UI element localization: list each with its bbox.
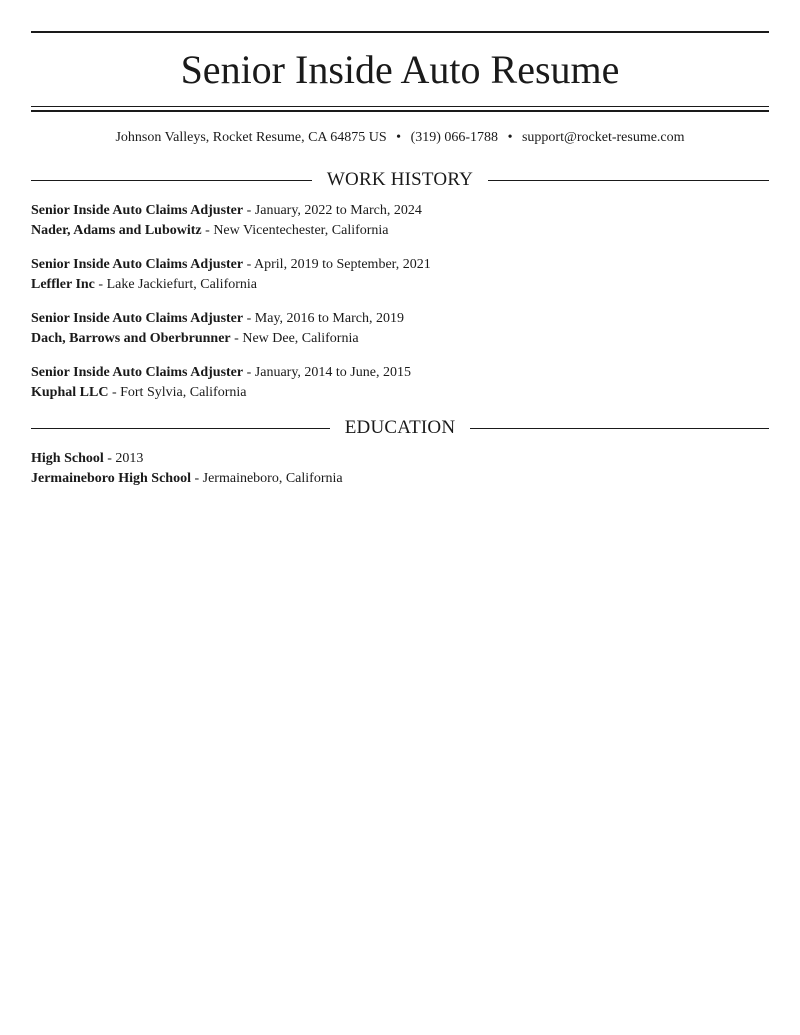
work-entry-company-line bbox=[31, 329, 769, 349]
work-entry-company-line bbox=[31, 221, 769, 241]
dash: - bbox=[234, 331, 239, 346]
contact-line bbox=[31, 129, 769, 147]
work-entry bbox=[31, 309, 769, 349]
heading-rule-left bbox=[31, 428, 330, 429]
resume-page bbox=[31, 0, 769, 489]
work-entry-company-line bbox=[31, 275, 769, 295]
work-company: Nader, Adams and Lubowitz bbox=[31, 223, 202, 238]
dash: - bbox=[246, 257, 252, 272]
work-entry-title-line bbox=[31, 255, 769, 275]
work-entry-title-line bbox=[31, 363, 769, 383]
work-history-heading bbox=[31, 169, 769, 191]
education-degree: High School bbox=[31, 451, 104, 466]
dash: - bbox=[246, 311, 252, 326]
dash: - bbox=[246, 203, 252, 218]
work-dates: January, 2014 to June, 2015 bbox=[254, 365, 411, 380]
work-company: Kuphal LLC bbox=[31, 385, 109, 400]
dash: - bbox=[107, 451, 112, 466]
work-dates: January, 2022 to March, 2024 bbox=[254, 203, 422, 218]
dash: - bbox=[98, 277, 104, 292]
work-location: Lake Jackiefurt, California bbox=[106, 277, 257, 292]
title-double-rule bbox=[31, 106, 769, 112]
work-location: New Vicentechester, California bbox=[213, 223, 389, 238]
contact-separator: • bbox=[507, 130, 513, 145]
education-school: Jermaineboro High School bbox=[31, 471, 191, 486]
dash: - bbox=[205, 223, 210, 238]
work-role: Senior Inside Auto Claims Adjuster bbox=[31, 365, 244, 380]
education-heading bbox=[31, 417, 769, 439]
contact-email: support@rocket-resume.com bbox=[521, 130, 685, 145]
work-entry-title-line bbox=[31, 309, 769, 329]
work-entry-company-line bbox=[31, 383, 769, 403]
education-degree-line bbox=[31, 449, 769, 469]
education-year: 2013 bbox=[115, 451, 144, 466]
contact-phone: (319) 066-1788 bbox=[410, 130, 499, 145]
work-dates: April, 2019 to September, 2021 bbox=[254, 257, 431, 272]
dash: - bbox=[194, 471, 200, 486]
dash: - bbox=[246, 365, 252, 380]
page-title: Senior Inside Auto Resume bbox=[180, 47, 620, 92]
work-dates: May, 2016 to March, 2019 bbox=[254, 311, 404, 326]
work-company: Leffler Inc bbox=[31, 277, 95, 292]
contact-separator: • bbox=[396, 130, 402, 145]
education-location: Jermaineboro, California bbox=[202, 471, 343, 486]
top-rule bbox=[31, 31, 769, 33]
work-entry bbox=[31, 255, 769, 295]
heading-rule-left bbox=[31, 180, 312, 181]
education-entry bbox=[31, 449, 769, 489]
work-entry bbox=[31, 201, 769, 241]
work-history-label: WORK HISTORY bbox=[326, 169, 474, 190]
education-school-line bbox=[31, 469, 769, 489]
work-role: Senior Inside Auto Claims Adjuster bbox=[31, 203, 244, 218]
work-entry-title-line bbox=[31, 201, 769, 221]
heading-rule-right bbox=[488, 180, 769, 181]
work-company: Dach, Barrows and Oberbrunner bbox=[31, 331, 231, 346]
heading-rule-right bbox=[470, 428, 769, 429]
work-role: Senior Inside Auto Claims Adjuster bbox=[31, 257, 244, 272]
work-location: Fort Sylvia, California bbox=[120, 385, 247, 400]
work-location: New Dee, California bbox=[242, 331, 359, 346]
education-label: EDUCATION bbox=[344, 417, 456, 438]
work-entry bbox=[31, 363, 769, 403]
contact-address: Johnson Valleys, Rocket Resume, CA 64875 US bbox=[115, 130, 387, 145]
dash: - bbox=[111, 385, 117, 400]
work-role: Senior Inside Auto Claims Adjuster bbox=[31, 311, 244, 326]
